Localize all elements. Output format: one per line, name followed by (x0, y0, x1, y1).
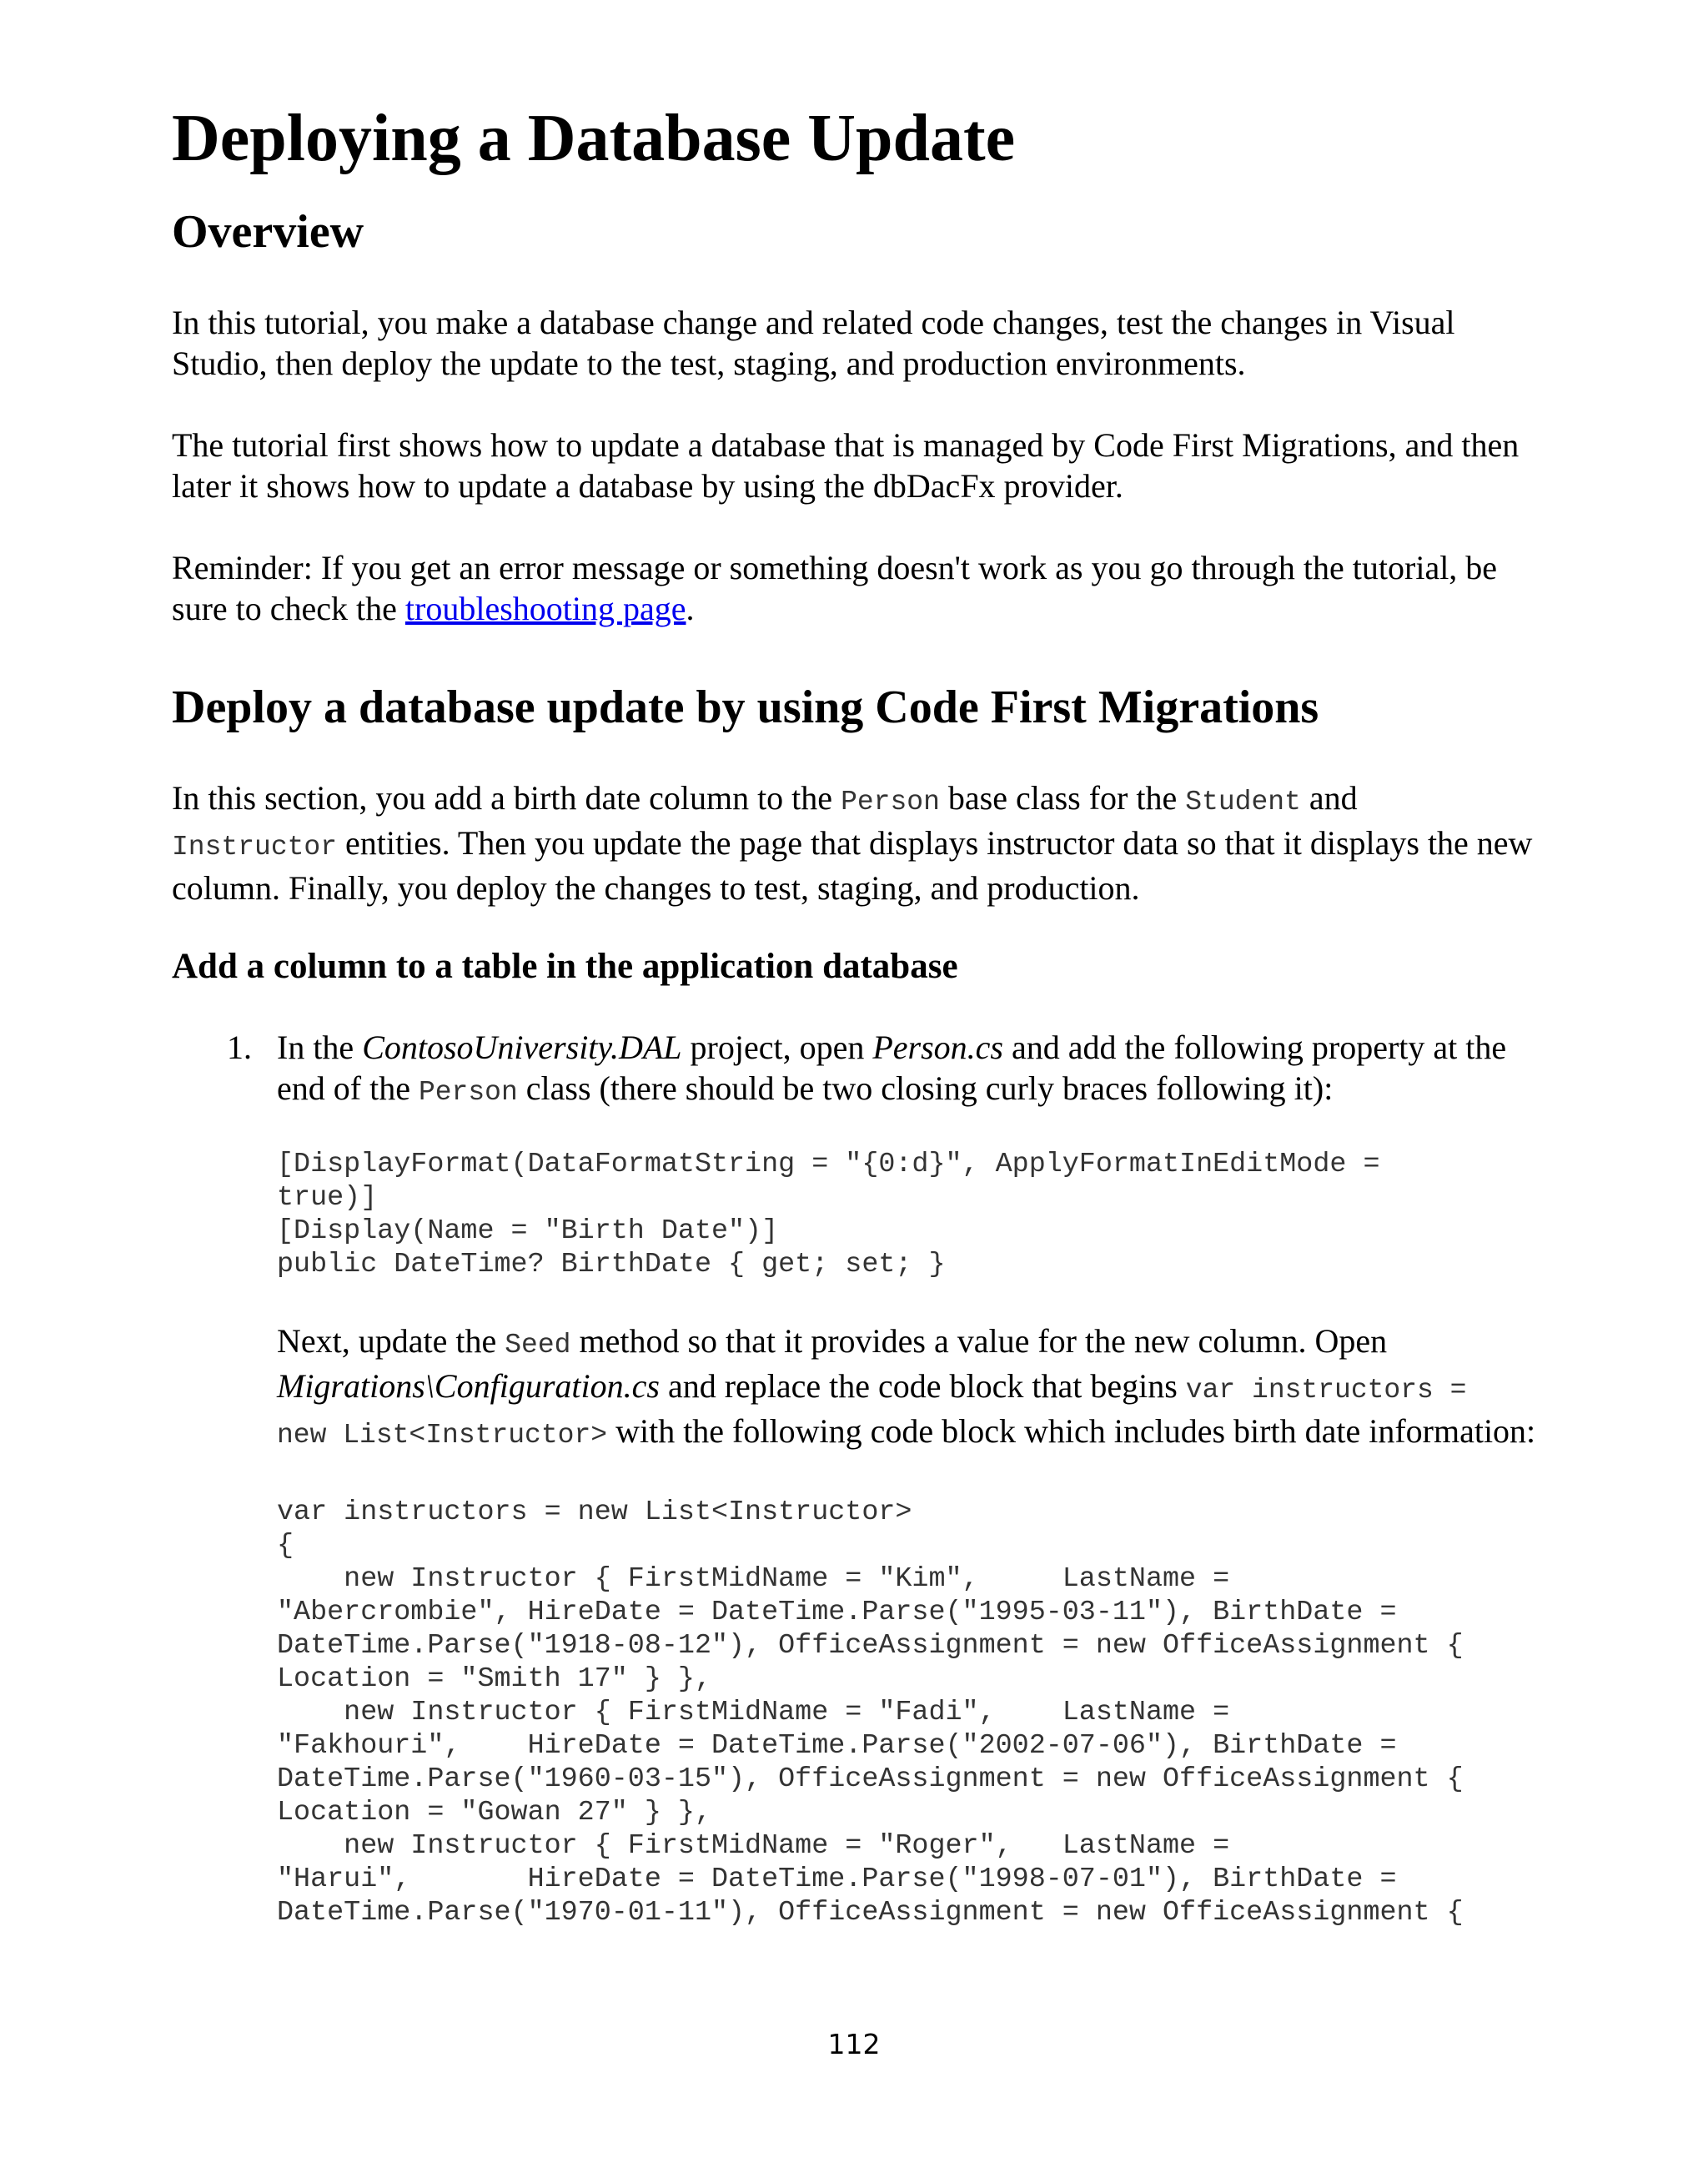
inline-code-seed: Seed (505, 1330, 571, 1361)
page-title: Deploying a Database Update (172, 102, 1016, 175)
inline-code-student: Student (1185, 787, 1301, 817)
step-text-3: and add the following property at the end of the (277, 1029, 1507, 1107)
step-paragraph (277, 1027, 1540, 1113)
next-text-2: method so that it provides a value for the new column. Open (570, 1322, 1388, 1360)
list-number: 1. (227, 1029, 252, 1066)
next-text-1: Next, update the (277, 1322, 505, 1360)
step-text-1: In the (277, 1029, 363, 1066)
step-text-2: project, open (681, 1029, 873, 1066)
section-heading: Deploy a database update by using Code First Migrations (172, 682, 1319, 733)
step-file-name: Person.cs (872, 1029, 1003, 1066)
intro-text-4: entities. Then you update the page that displays instructor data so that it displays the new column. Finally, you deploy the changes to test, staging, and production. (172, 824, 1533, 907)
inline-code-person: Person (841, 787, 940, 817)
step-project-name: ContosoUniversity.DAL (362, 1029, 682, 1066)
next-text-4: with the following code block which includes birth date information: (607, 1412, 1536, 1450)
page-content (172, 98, 1540, 1929)
inline-code-var-instructors: var instructors = new List<Instructor> (277, 1375, 1467, 1451)
overview-heading: Overview (172, 206, 364, 258)
troubleshooting-link[interactable]: troubleshooting page (404, 590, 686, 627)
overview-paragraph-1: In this tutorial, you make a database change and related code changes, test the changes in Visual Studio, then deploy the update to the test, staging, and production environments. (172, 304, 1455, 382)
steps-list (172, 1027, 1540, 1929)
code-block-instructors: var instructors = new List<Instructor> { new Instructor { FirstMidName = "Kim", LastName = "Abercrombie", HireDate = DateTime.Parse("1995-03-11"), BirthDate = DateTime.Parse("1918-08-12"), OfficeAssignment = new OfficeAssignment { Location = "Smith 17" } }, new Instructor { FirstMidName = "Fadi", LastName = "Fakhouri", HireDate = DateTime.Parse("2002-07-06"), BirthDate = DateTime.Parse("1960-03-15"), OfficeAssignment = new OfficeAssignment { Location = "Gowan 27" } }, new Instructor { FirstMidName = "Roger", LastName = "Harui", HireDate = DateTime.Parse("1998-07-01"), BirthDate = DateTime.Parse("1970-01-11"), OfficeAssignment = new OfficeAssignment { (277, 1496, 1464, 1929)
next-file-path: Migrations\Configuration.cs (277, 1367, 660, 1405)
intro-text-1: In this section, you add a birth date column to the (172, 779, 841, 817)
reminder-paragraph (172, 547, 1540, 629)
next-paragraph (277, 1320, 1540, 1456)
code-block-birthdate-property: [DisplayFormat(DataFormatString = "{0:d}", ApplyFormatInEditMode = true)] [Display(Name = "Birth Date")] public DateTime? BirthDate { get; set; } (277, 1149, 1380, 1280)
intro-text-3: and (1300, 779, 1358, 817)
subsection-heading: Add a column to a table in the application database (172, 947, 958, 986)
page-number: 112 (827, 2028, 881, 2060)
inline-code-person-class: Person (418, 1077, 518, 1108)
reminder-text: Reminder: If you get an error message or something doesn't work as you go through the tutorial, be sure to check the (172, 549, 1498, 627)
inline-code-instructor: Instructor (172, 832, 338, 863)
section-intro-paragraph (172, 777, 1540, 908)
reminder-period: . (686, 590, 695, 627)
step-text-4: class (there should be two closing curly braces following it): (517, 1069, 1334, 1107)
overview-paragraph-2: The tutorial first shows how to update a database that is managed by Code First Migrations, and then later it shows how to update a database by using the dbDacFx provider. (172, 426, 1520, 505)
intro-text-2: base class for the (939, 779, 1186, 817)
next-text-3: and replace the code block that begins (659, 1367, 1186, 1405)
list-item (172, 1027, 1540, 1929)
